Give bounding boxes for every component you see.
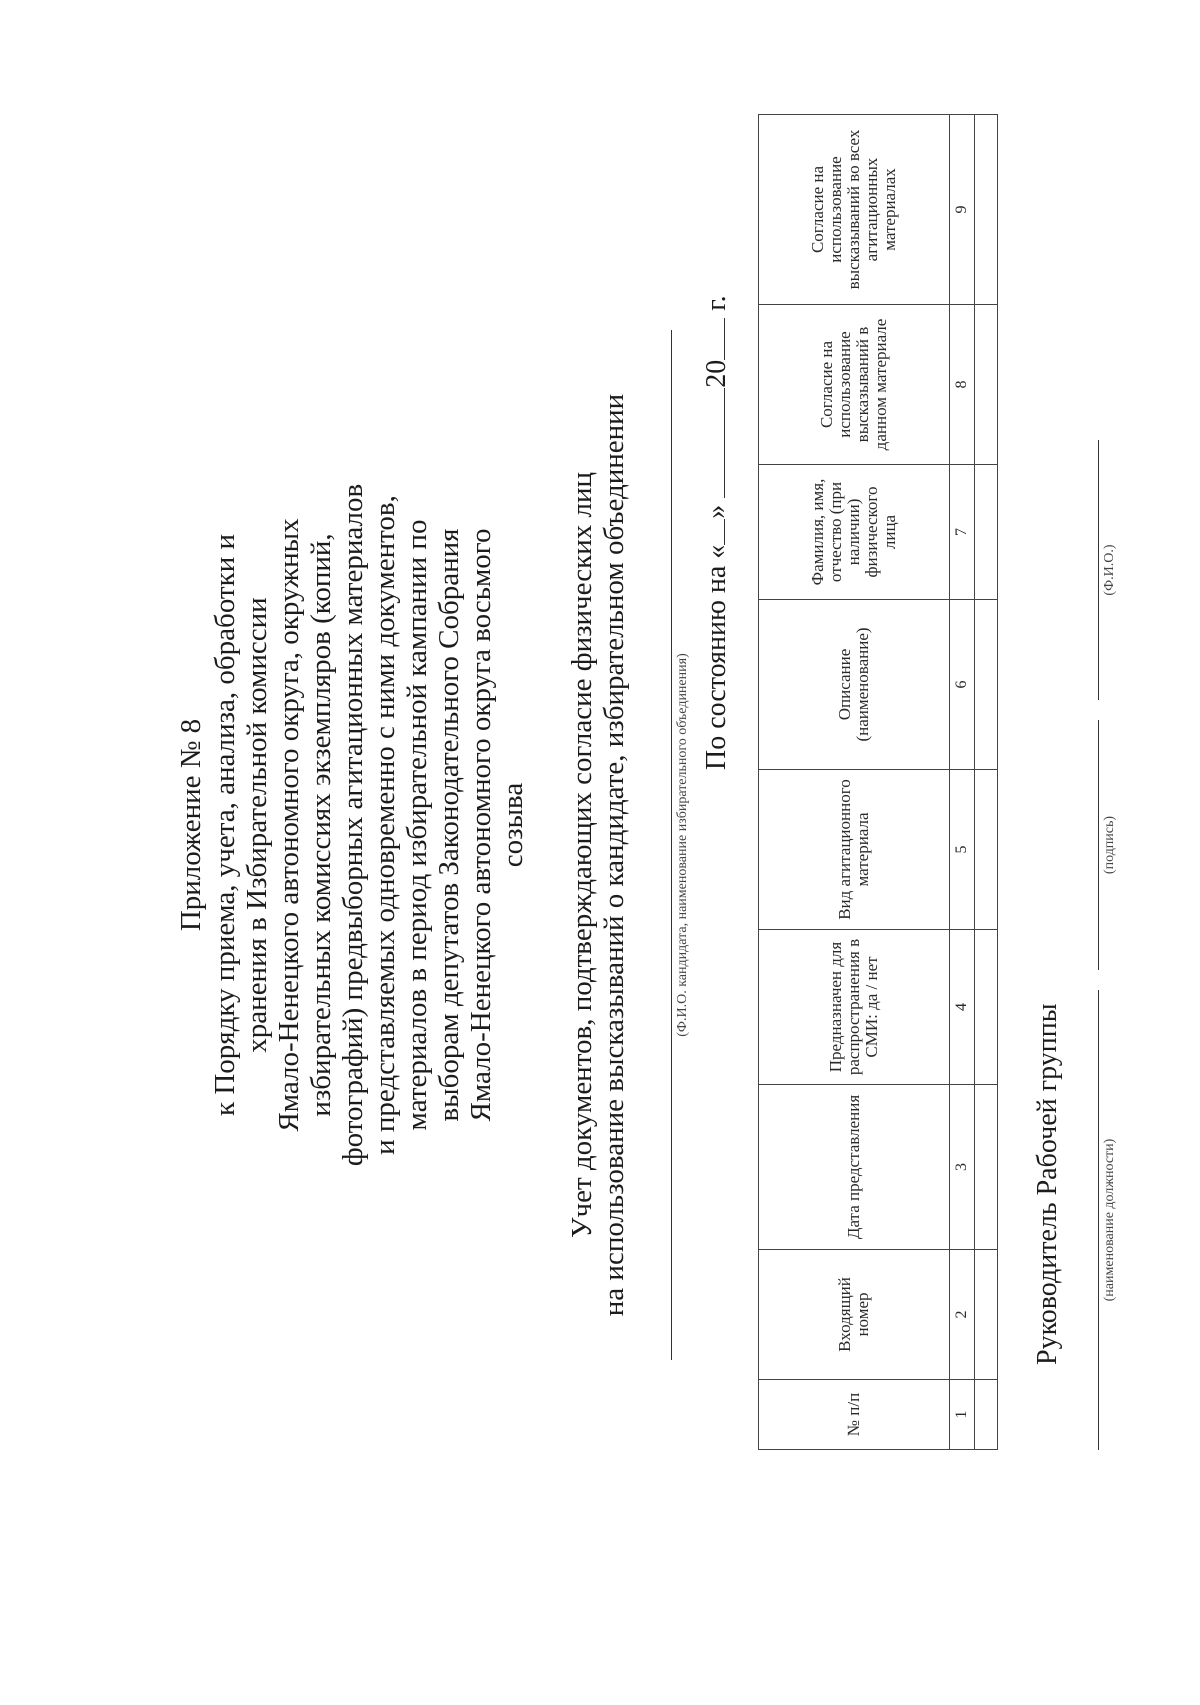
- table-row: [975, 115, 998, 1450]
- document-title-line: Учет документов, подтверждающих согласие физических лиц: [566, 472, 598, 1238]
- head-fio-caption: (Ф.И.О.): [1102, 544, 1117, 596]
- candidate-fio-line: [671, 330, 672, 1360]
- as-of-year-prefix: 20: [701, 359, 732, 388]
- appendix-title: Приложение № 8: [175, 718, 207, 932]
- as-of-prefix: По состоянию на «: [701, 544, 732, 770]
- column-number-cell: 4: [950, 930, 975, 1085]
- column-number-cell: 8: [950, 305, 975, 465]
- appendix-line: и представляемых одновременно с ними документов,: [369, 495, 401, 1155]
- appendix-line: избирательных комиссиях экземпляров (копий,: [305, 533, 337, 1117]
- document-title: [566, 235, 630, 1475]
- appendix-line: Ямало-Ненецкого автономного округа восьмого: [465, 528, 497, 1122]
- document-title-line: на использование высказываний о кандидате, избирательном объединении: [598, 393, 630, 1317]
- header-cell: № п/п: [759, 1380, 950, 1450]
- header-cell: Фамилия, имя, отчество (при наличии) физического лица: [759, 465, 950, 600]
- header-cell: Предназначен для распространения в СМИ: да / нет: [759, 930, 950, 1085]
- column-number-cell: 6: [950, 600, 975, 770]
- header-cell: Вид агитационного материала: [759, 770, 950, 930]
- appendix-line: фотографий) предвыборных агитационных материалов: [337, 483, 369, 1167]
- column-number-cell: 2: [950, 1250, 975, 1380]
- table-cell: [975, 1085, 998, 1250]
- appendix-line: созыва: [497, 782, 529, 868]
- column-number-cell: 5: [950, 770, 975, 930]
- table-cell: [975, 770, 998, 930]
- position-caption: (наименование должности): [1102, 1138, 1117, 1302]
- signature-caption: (подпись): [1102, 815, 1117, 875]
- table-header-row: [759, 115, 950, 1450]
- as-of-date: [700, 70, 733, 770]
- month-blank: [700, 388, 725, 498]
- header-cell: Согласие на использование высказываний во всех агитационных материалах: [759, 115, 950, 305]
- position-line: [1098, 990, 1099, 1450]
- appendix-line: материалов в период избирательной кампании по: [401, 519, 433, 1131]
- candidate-fio-caption: (Ф.И.О. кандидата, наименование избирательного объединения): [675, 653, 690, 1037]
- as-of-mid: »: [701, 504, 732, 519]
- appendix-line: Ямало-Ненецкого автономного округа, окружных: [273, 518, 305, 1132]
- year-blank: [700, 318, 725, 360]
- appendix-line: хранения в Избирательной комиссии: [241, 597, 273, 1053]
- table-cell: [975, 465, 998, 600]
- signature-line: [1098, 720, 1099, 970]
- table-cell: [975, 930, 998, 1085]
- head-fio-line: [1098, 440, 1099, 700]
- header-cell: Описание (наименование): [759, 600, 950, 770]
- as-of-suffix: г.: [701, 295, 732, 311]
- header-cell: Дата представления: [759, 1085, 950, 1250]
- header-cell: Согласие на использование высказываний в данном материале: [759, 305, 950, 465]
- appendix-line: к Порядку приема, учета, анализа, обработки и: [209, 534, 241, 1116]
- column-number-cell: 7: [950, 465, 975, 600]
- table-cell: [975, 115, 998, 305]
- appendix-line: выборам депутатов Законодательного Собрания: [433, 528, 465, 1122]
- column-number-cell: 1: [950, 1380, 975, 1450]
- table-cell: [975, 1250, 998, 1380]
- signature-title: Руководитель Рабочей группы: [1032, 1003, 1063, 1365]
- column-number-cell: 9: [950, 115, 975, 305]
- table-cell: [975, 305, 998, 465]
- column-number-cell: 3: [950, 1085, 975, 1250]
- documents-table: [758, 115, 998, 1450]
- day-blank: [700, 519, 725, 545]
- appendix-header: [175, 185, 529, 1465]
- table-cell: [975, 1380, 998, 1450]
- table-number-row: [950, 115, 975, 1450]
- table-cell: [975, 600, 998, 770]
- header-cell: Входящий номер: [759, 1250, 950, 1380]
